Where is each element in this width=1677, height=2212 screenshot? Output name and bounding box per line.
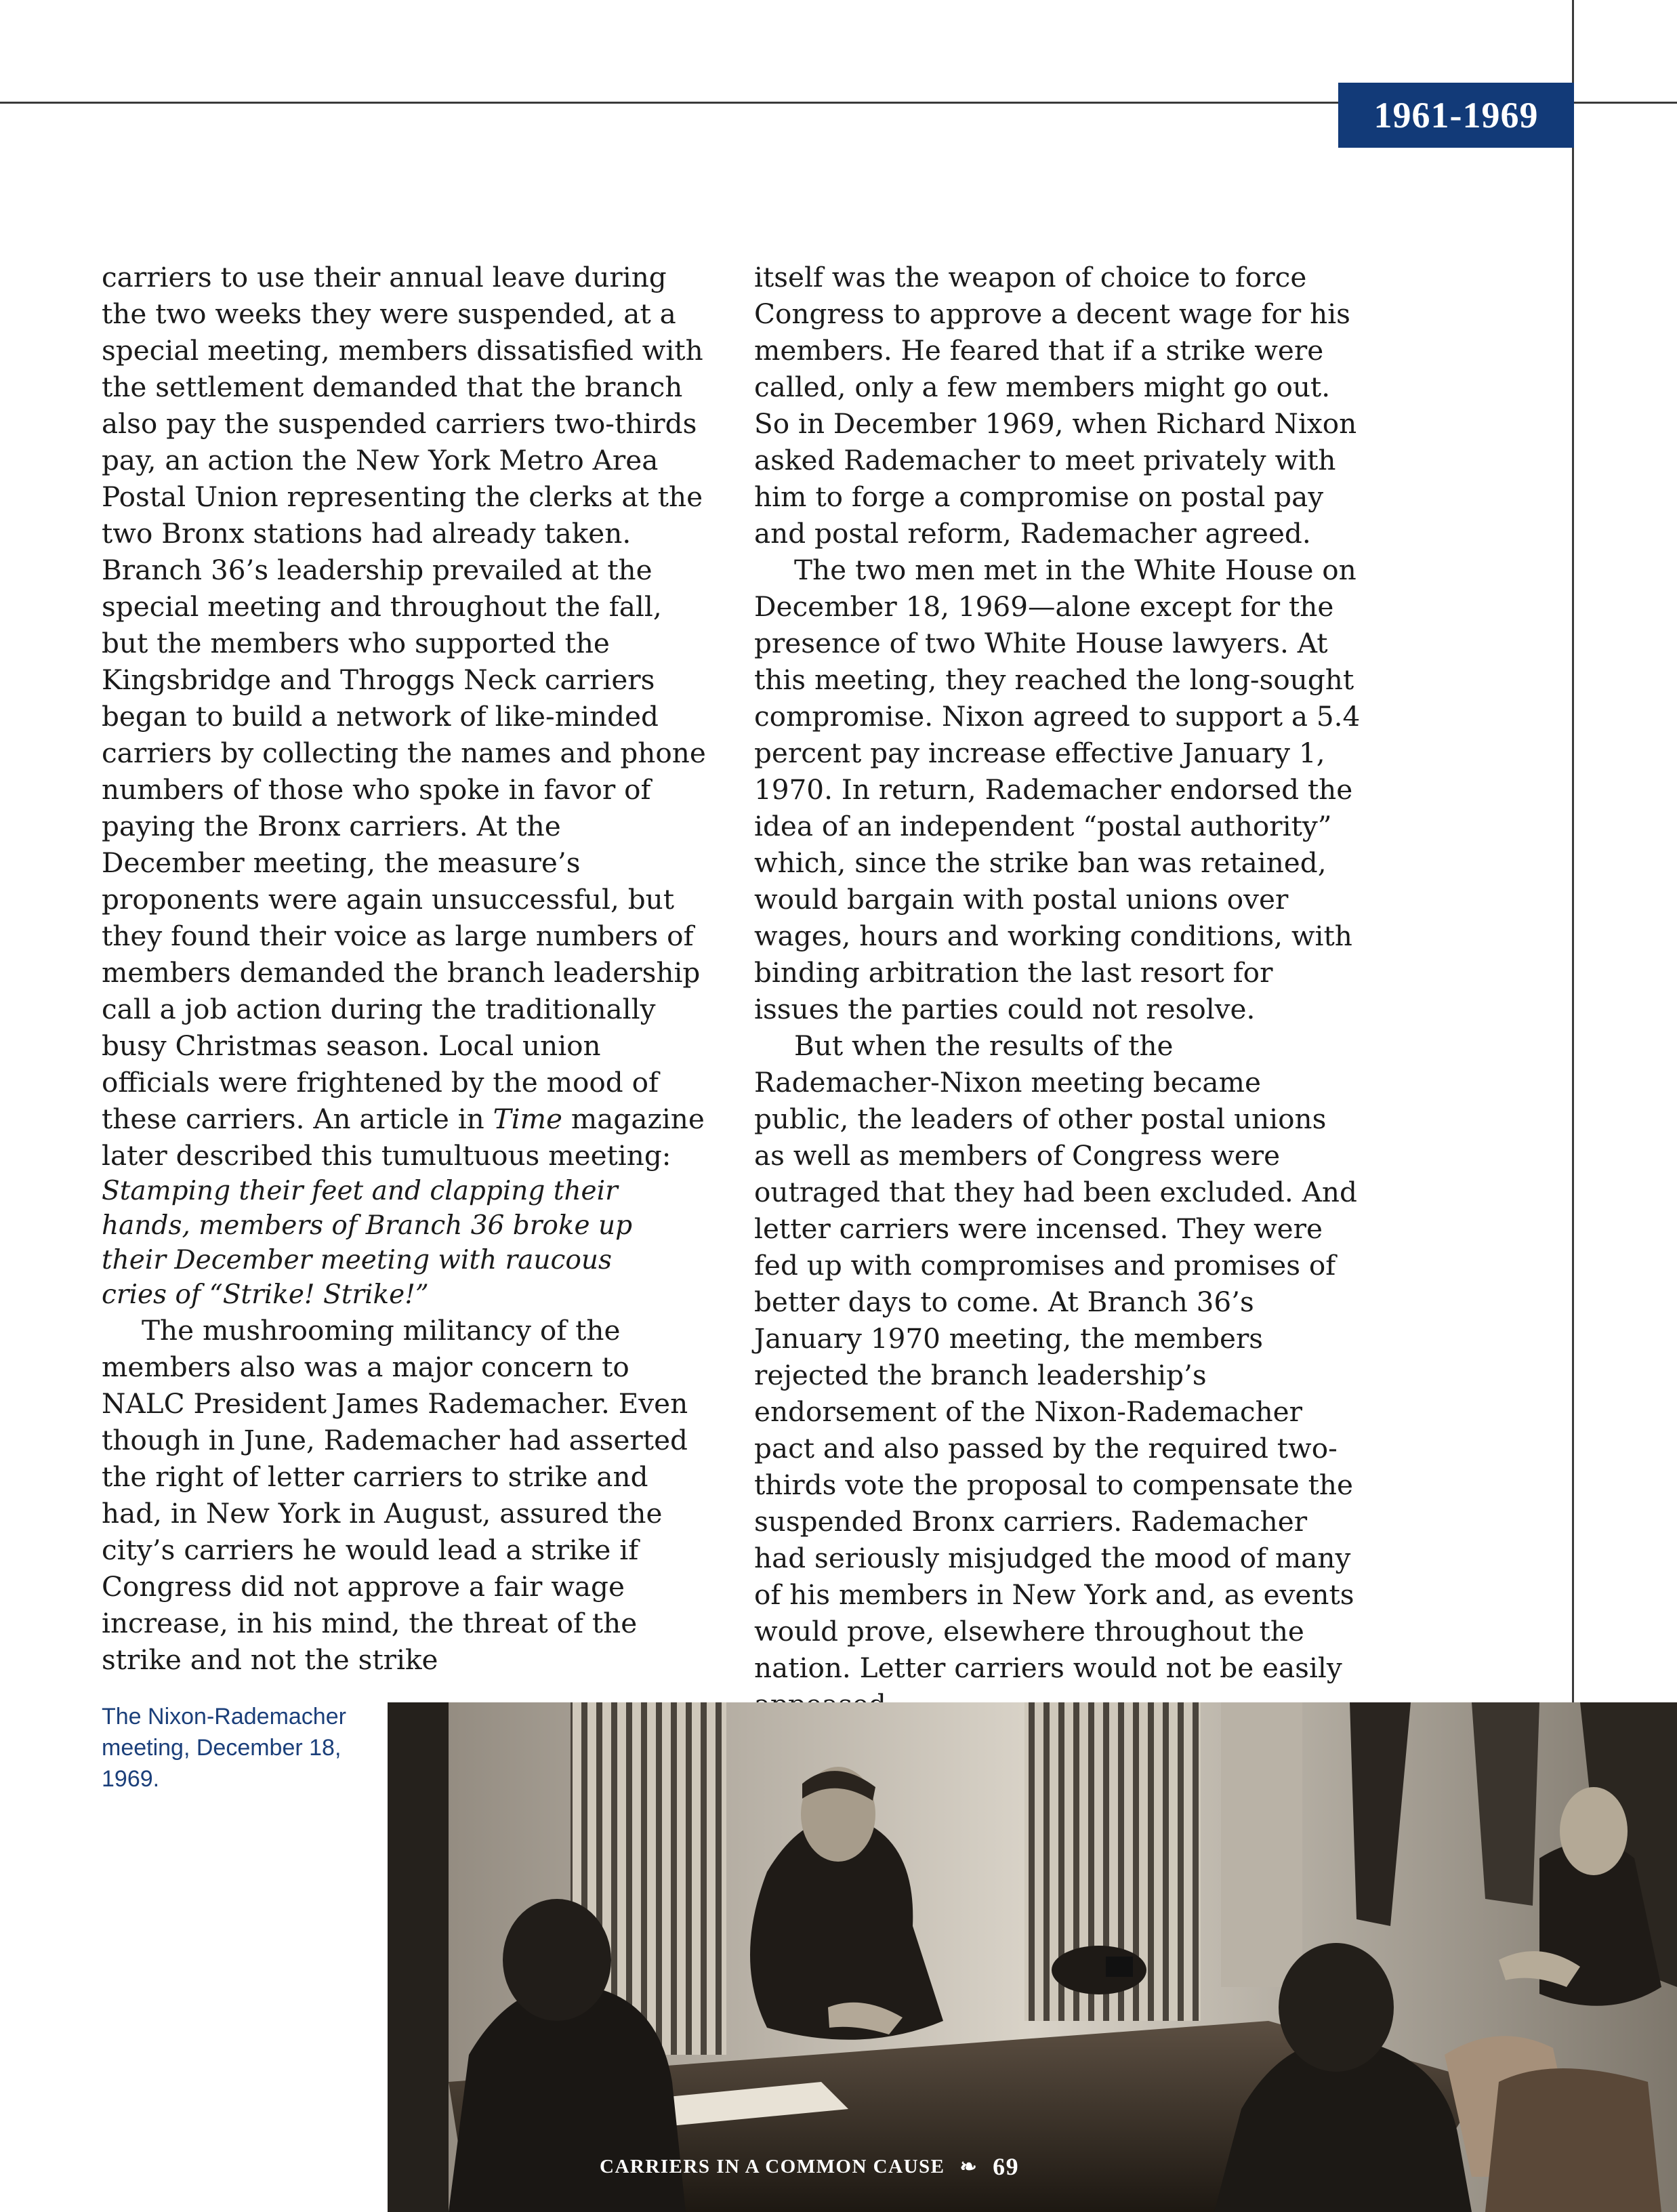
left-paragraph-1 xyxy=(102,259,711,1174)
magazine-name: Time xyxy=(493,1103,562,1135)
leaf-ornament-icon: ❧ xyxy=(959,2155,978,2178)
right-column xyxy=(754,259,1364,1723)
right-paragraph-3: But when the results of the Rademacher-Nixon meeting became public, the leaders of other postal unions as well as members of Congress were outraged that they had been excluded. And letter carriers were incensed. They were fed up with compromises and promises of better days to come. At Branch 36’s January 1970 meeting, the members rejected the branch leadership’s endorsement of the Nixon-Rademacher pact and also passed by the required two-thirds vote the proposal to compensate the suspended Bronx carriers. Rademacher had seriously misjudged the mood of many of his members in New York and, as events would prove, elsewhere throughout the nation. Letter carriers would not be easily xyxy=(754,1029,1357,1684)
photo-caption: The Nixon-Rademacher meeting, December 18, 1969. xyxy=(102,1704,346,1792)
left-paragraph-1-text-a: carriers to use their annual leave during the two weeks they were suspended, at a special meeting, members dissatisfied with the settlement demanded that the branch also pay the suspended carriers two-thirds pay, an action the New York Metro Area Postal Union representing the clerks at the two Bronx stations had already taken. Branch 36’s leadership prevailed at the special meeting and throughout the fall, but the members who supported the Kingsbridge and Throggs Neck carriers began to build a network of like-minded carriers by collecting the names and phone numbers of those who spoke in favor of paying the Bronx carriers. At the December meeting, the measure’s proponents were again unsuccessful, but they found their voice as large numbers of members demanded the branch leadership call a job action during the traditionally busy Christmas season. Local union officials were frightened by the mood of these carriers. An article in xyxy=(102,261,706,1135)
block-quote: Stamping their feet and clapping their hands, members of Branch 36 broke up their December meeting with raucous cries of “Strike! Strike!” xyxy=(102,1176,633,1310)
left-paragraph-2: The mushrooming militancy of the members also was a major concern to NALC President James Rademacher. Even though in June, Rademacher had asserted the right of letter carriers to strike and had, in New York in August, assured the city’s carriers he would lead a strike if Congress did not approve a fair wage increase, in his mind, the threat of the strike and not the strike xyxy=(102,1314,688,1676)
meeting-photo xyxy=(388,1702,1677,2212)
left-column xyxy=(102,259,711,1678)
right-paragraph-1: itself was the weapon of choice to force Congress to approve a decent wage for his members. He feared that if a strike were called, only a few members might go out. So in December 1969, when Richard Nixon asked Rademacher to meet privately with him to forge a compromise on postal pay and postal reform, Rademacher agreed. xyxy=(754,261,1357,550)
right-paragraph-2: The two men met in the White House on December 18, 1969—alone except for the presence of two White House lawyers. At this meeting, they reached the long-sought compromise. Nixon agreed to support a 5.4 percent pay increase effective January 1, 1970. In return, Rademacher endorsed the idea of an independent “postal authority” which, since the strike ban was retained, would bargain with postal unions over wages, hours and working conditions, with binding arbitration the last resort for issues the parties could not resolve. xyxy=(754,554,1361,1025)
left-paragraph-1-text-b: magazine later described this tumultuous meeting: xyxy=(102,1103,705,1172)
meeting-photo-illustration xyxy=(388,1702,1677,2212)
page-number: 69 xyxy=(993,2153,1020,2180)
section-year-tag: 1961-1969 xyxy=(1338,83,1574,148)
footer-title: CARRIERS IN A COMMON CAUSE xyxy=(600,2155,945,2177)
page-footer xyxy=(600,2152,1019,2181)
